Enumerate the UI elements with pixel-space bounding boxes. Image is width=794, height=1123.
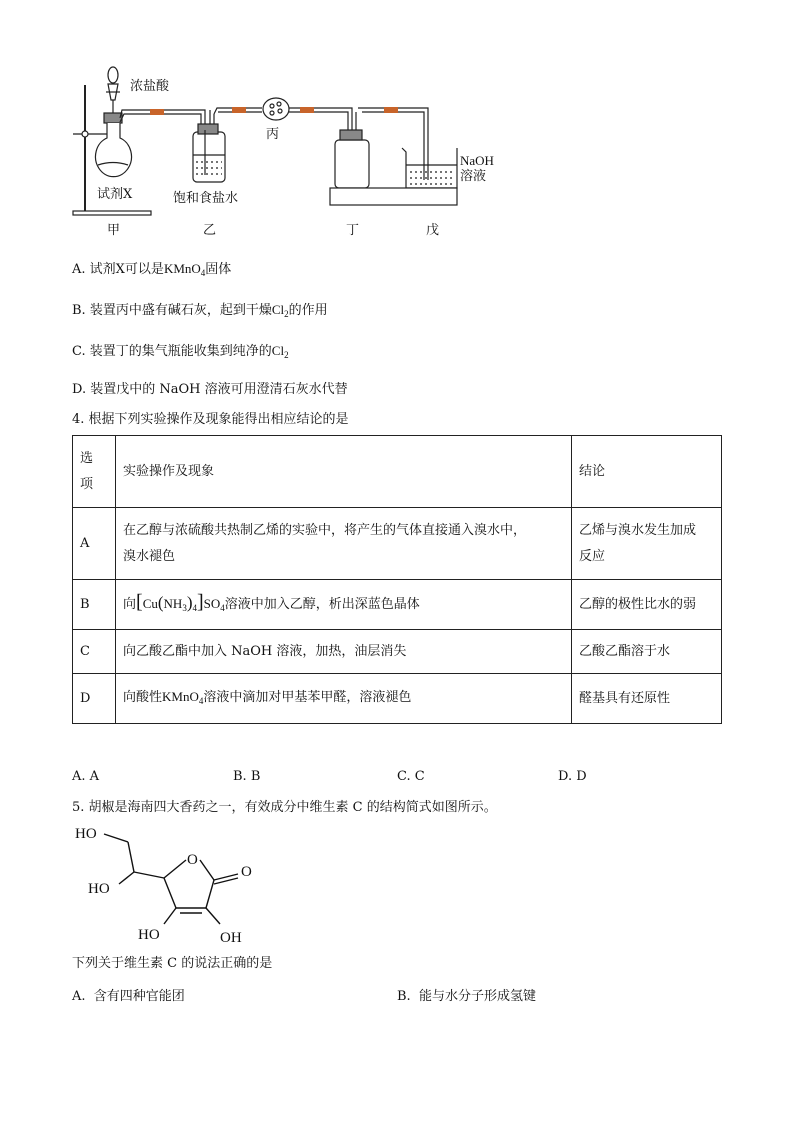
q4-question: 4. 根据下列实验操作及现象能得出相应结论的是 — [72, 412, 349, 427]
row-operation: 在乙醇与浓硫酸共热制乙烯的实验中，将产生的气体直接通入溴水中， 溴水褪色 — [116, 508, 572, 580]
label-saturated-brine: 饱和食盐水 — [173, 191, 239, 206]
struct-o-carbonyl: O — [241, 864, 252, 880]
table-row — [73, 630, 722, 674]
q5-option-a: A. 含有四种官能团 — [72, 989, 185, 1004]
q4-answer-b: B. B — [233, 769, 261, 784]
label-naoh: NaOH — [460, 153, 494, 168]
label-tube-c: 丙 — [266, 127, 280, 142]
struct-o-ring: O — [187, 852, 198, 868]
table-row — [73, 580, 722, 630]
label-conc-hcl: 浓盐酸 — [130, 79, 170, 94]
table-row — [73, 436, 722, 508]
row-conclusion: 乙烯与溴水发生加成 反应 — [572, 508, 722, 580]
q3-option-c: C. 装置丁的集气瓶能收集到纯净的$Cl_2$ — [72, 343, 289, 360]
unit-b-label: 乙 — [203, 223, 217, 238]
unit-d-label: 丁 — [346, 223, 360, 238]
q5-question: 5. 胡椒是海南四大香药之一，有效成分中维生素 C 的结构简式如图所示。 — [72, 800, 497, 815]
row-conclusion: 乙酸乙酯溶于水 — [572, 630, 722, 674]
row-conclusion: 乙醇的极性比水的弱 — [572, 580, 722, 630]
table-row — [73, 674, 722, 724]
row-conclusion: 醛基具有还原性 — [572, 674, 722, 724]
header-option: 选 项 — [73, 436, 116, 508]
row-operation: 向$[Cu(NH_3)_4]SO_4$溶液中加入乙醇，析出深蓝色晶体 — [116, 580, 572, 630]
row-option: D — [73, 674, 116, 724]
table-row — [73, 508, 722, 580]
row-option: B — [73, 580, 116, 630]
row-operation: 向酸性KMnO$_4$溶液中滴加对甲基苯甲醛，溶液褪色 — [116, 674, 572, 724]
row-operation: 向乙酸乙酯中加入 NaOH 溶液，加热，油层消失 — [116, 630, 572, 674]
header-operation: 实验操作及现象 — [116, 436, 572, 508]
q4-answer-d: D. D — [558, 769, 587, 784]
q5-prompt: 下列关于维生素 C 的说法正确的是 — [72, 956, 273, 971]
unit-a-label: 甲 — [107, 223, 121, 238]
q4-table — [72, 435, 722, 724]
unit-e-label: 戊 — [426, 223, 440, 238]
q3-option-b: B. 装置丙中盛有碱石灰，起到干燥$Cl_2$的作用 — [72, 302, 328, 319]
q4-answer-a: A. A — [72, 769, 100, 784]
header-conclusion: 结论 — [572, 436, 722, 508]
q3-option-a: A. 试剂X可以是KMnO$_4$固体 — [72, 261, 232, 278]
row-option: C — [73, 630, 116, 674]
label-solution: 溶液 — [460, 169, 487, 184]
q4-answer-c: C. C — [397, 769, 425, 784]
apparatus-diagram — [0, 0, 794, 250]
row-option: A — [73, 508, 116, 580]
struct-ho-mid: HO — [88, 881, 110, 897]
q3-option-d: D. 装置戊中的 NaOH 溶液可用澄清石灰水代替 — [72, 382, 348, 397]
q5-option-b: B. 能与水分子形成氢键 — [397, 989, 536, 1004]
label-reagent-x: 试剂X — [97, 187, 133, 202]
struct-ho-bottom: HO — [138, 927, 160, 943]
struct-oh-bottom: OH — [220, 930, 242, 946]
struct-ho-top: HO — [75, 826, 97, 842]
